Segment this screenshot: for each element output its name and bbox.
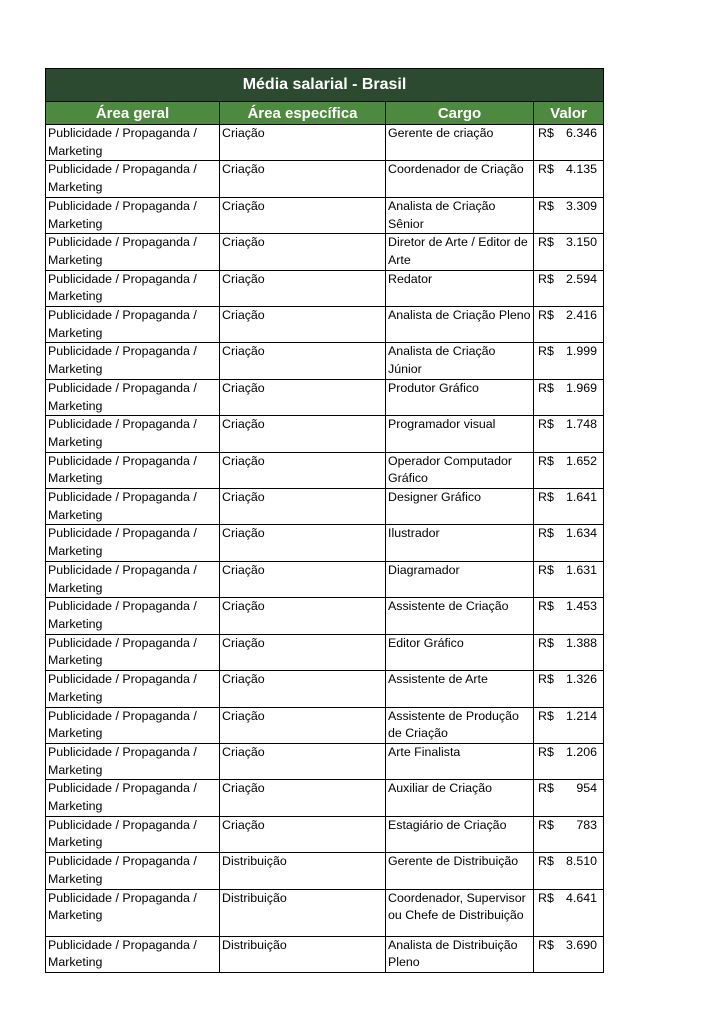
cell-valor — [534, 525, 604, 561]
cell-valor — [534, 634, 604, 670]
table-row — [46, 671, 604, 707]
cell-area-geral: Publicidade / Propaganda / Marketing — [46, 889, 220, 936]
cell-area-especifica: Criação — [220, 234, 386, 270]
cell-valor — [534, 816, 604, 852]
cell-area-geral: Publicidade / Propaganda / Marketing — [46, 343, 220, 379]
table-row — [46, 270, 604, 306]
cell-valor — [534, 343, 604, 379]
currency-symbol: R$ — [538, 417, 554, 432]
cell-cargo: Analista de Criação Júnior — [386, 343, 534, 379]
currency-symbol: R$ — [538, 235, 554, 250]
salary-value: 1.969 — [566, 380, 598, 395]
cell-area-geral: Publicidade / Propaganda / Marketing — [46, 743, 220, 779]
salary-value: 4.641 — [566, 890, 598, 905]
cell-area-especifica: Criação — [220, 307, 386, 343]
table-row — [46, 234, 604, 270]
cell-cargo: Ilustrador — [386, 525, 534, 561]
cell-area-geral: Publicidade / Propaganda / Marketing — [46, 197, 220, 233]
cell-area-especifica: Criação — [220, 161, 386, 197]
table-row — [46, 161, 604, 197]
header-area-geral: Área geral — [46, 102, 220, 125]
salary-table — [45, 68, 604, 973]
table-row — [46, 743, 604, 779]
cell-cargo: Designer Gráfico — [386, 489, 534, 525]
cell-area-geral: Publicidade / Propaganda / Marketing — [46, 634, 220, 670]
salary-value: 1.634 — [566, 526, 598, 541]
cell-cargo: Estagiário de Criação — [386, 816, 534, 852]
cell-valor — [534, 889, 604, 936]
currency-symbol: R$ — [538, 380, 554, 395]
currency-symbol: R$ — [538, 817, 554, 832]
currency-symbol: R$ — [538, 937, 554, 952]
salary-value: 1.652 — [566, 453, 598, 468]
cell-area-especifica: Criação — [220, 561, 386, 597]
cell-area-especifica: Criação — [220, 671, 386, 707]
salary-value: 1.453 — [566, 599, 598, 614]
cell-cargo: Gerente de Distribuição — [386, 853, 534, 889]
cell-area-geral: Publicidade / Propaganda / Marketing — [46, 270, 220, 306]
cell-area-geral: Publicidade / Propaganda / Marketing — [46, 125, 220, 161]
currency-symbol: R$ — [538, 599, 554, 614]
currency-symbol: R$ — [538, 162, 554, 177]
cell-valor — [534, 853, 604, 889]
cell-valor — [534, 671, 604, 707]
salary-value: 1.388 — [566, 635, 598, 650]
salary-value: 2.416 — [566, 308, 598, 323]
table-row — [46, 598, 604, 634]
salary-value: 3.150 — [566, 235, 598, 250]
table-row — [46, 780, 604, 816]
cell-area-geral: Publicidade / Propaganda / Marketing — [46, 452, 220, 488]
cell-valor — [534, 307, 604, 343]
salary-value: 1.326 — [566, 672, 598, 687]
cell-cargo: Operador Computador Gráfico — [386, 452, 534, 488]
table-row — [46, 125, 604, 161]
header-valor: Valor — [534, 102, 604, 125]
currency-symbol: R$ — [538, 198, 554, 213]
cell-valor — [534, 936, 604, 972]
cell-cargo: Programador visual — [386, 416, 534, 452]
cell-area-especifica: Distribuição — [220, 853, 386, 889]
cell-area-especifica: Criação — [220, 379, 386, 415]
salary-value: 954 — [576, 781, 598, 796]
cell-area-especifica: Criação — [220, 452, 386, 488]
cell-valor — [534, 598, 604, 634]
currency-symbol: R$ — [538, 635, 554, 650]
table-row — [46, 343, 604, 379]
cell-cargo: Coordenador de Criação — [386, 161, 534, 197]
currency-symbol: R$ — [538, 490, 554, 505]
cell-valor — [534, 780, 604, 816]
cell-cargo: Assistente de Produção de Criação — [386, 707, 534, 743]
cell-area-especifica: Criação — [220, 270, 386, 306]
currency-symbol: R$ — [538, 126, 554, 140]
table-body — [46, 125, 604, 973]
cell-area-geral: Publicidade / Propaganda / Marketing — [46, 379, 220, 415]
cell-area-geral: Publicidade / Propaganda / Marketing — [46, 936, 220, 972]
cell-cargo: Assistente de Arte — [386, 671, 534, 707]
salary-value: 783 — [576, 817, 598, 832]
salary-value: 3.690 — [566, 937, 598, 952]
table-row — [46, 634, 604, 670]
currency-symbol: R$ — [538, 708, 554, 723]
cell-cargo: Analista de Distribuição Pleno — [386, 936, 534, 972]
table-row — [46, 889, 604, 936]
cell-area-especifica: Criação — [220, 743, 386, 779]
salary-value: 3.309 — [566, 198, 598, 213]
table-row — [46, 853, 604, 889]
salary-value: 1.748 — [566, 417, 598, 432]
cell-valor — [534, 416, 604, 452]
salary-value: 1.999 — [566, 344, 598, 359]
currency-symbol: R$ — [538, 890, 554, 905]
cell-area-especifica: Criação — [220, 197, 386, 233]
cell-area-geral: Publicidade / Propaganda / Marketing — [46, 234, 220, 270]
cell-cargo: Analista de Criação Sênior — [386, 197, 534, 233]
cell-valor — [534, 270, 604, 306]
table-row — [46, 197, 604, 233]
cell-valor — [534, 379, 604, 415]
currency-symbol: R$ — [538, 562, 554, 577]
cell-valor — [534, 234, 604, 270]
cell-cargo: Auxiliar de Criação — [386, 780, 534, 816]
cell-area-geral: Publicidade / Propaganda / Marketing — [46, 161, 220, 197]
cell-area-geral: Publicidade / Propaganda / Marketing — [46, 816, 220, 852]
cell-area-geral: Publicidade / Propaganda / Marketing — [46, 671, 220, 707]
currency-symbol: R$ — [538, 308, 554, 323]
table-row — [46, 561, 604, 597]
cell-cargo: Diagramador — [386, 561, 534, 597]
table-row — [46, 707, 604, 743]
cell-area-especifica: Criação — [220, 634, 386, 670]
cell-valor — [534, 197, 604, 233]
cell-area-geral: Publicidade / Propaganda / Marketing — [46, 489, 220, 525]
cell-valor — [534, 561, 604, 597]
salary-value: 8.510 — [566, 854, 598, 869]
table-row — [46, 489, 604, 525]
table-title: Média salarial - Brasil — [46, 69, 604, 102]
salary-value: 2.594 — [566, 271, 598, 286]
cell-area-especifica: Criação — [220, 816, 386, 852]
currency-symbol: R$ — [538, 271, 554, 286]
salary-value: 1.641 — [566, 490, 598, 505]
currency-symbol: R$ — [538, 526, 554, 541]
cell-cargo: Gerente de criação — [386, 125, 534, 161]
cell-cargo: Arte Finalista — [386, 743, 534, 779]
salary-value: 6.346 — [566, 126, 598, 140]
currency-symbol: R$ — [538, 344, 554, 359]
table-row — [46, 816, 604, 852]
cell-cargo: Produtor Gráfico — [386, 379, 534, 415]
currency-symbol: R$ — [538, 854, 554, 869]
currency-symbol: R$ — [538, 744, 554, 759]
cell-cargo: Coordenador, Supervisor ou Chefe de Distribuição — [386, 889, 534, 936]
salary-value: 1.631 — [566, 562, 598, 577]
cell-valor — [534, 161, 604, 197]
cell-valor — [534, 707, 604, 743]
currency-symbol: R$ — [538, 672, 554, 687]
table-row — [46, 525, 604, 561]
cell-area-especifica: Criação — [220, 489, 386, 525]
cell-valor — [534, 125, 604, 161]
cell-area-especifica: Criação — [220, 416, 386, 452]
cell-cargo: Assistente de Criação — [386, 598, 534, 634]
cell-area-especifica: Criação — [220, 598, 386, 634]
table-row — [46, 936, 604, 972]
cell-valor — [534, 452, 604, 488]
cell-valor — [534, 489, 604, 525]
cell-area-geral: Publicidade / Propaganda / Marketing — [46, 780, 220, 816]
table-row — [46, 307, 604, 343]
table-row — [46, 416, 604, 452]
cell-area-geral: Publicidade / Propaganda / Marketing — [46, 598, 220, 634]
currency-symbol: R$ — [538, 453, 554, 468]
cell-area-especifica: Distribuição — [220, 889, 386, 936]
cell-area-geral: Publicidade / Propaganda / Marketing — [46, 416, 220, 452]
cell-cargo: Analista de Criação Pleno — [386, 307, 534, 343]
cell-area-especifica: Distribuição — [220, 936, 386, 972]
cell-cargo: Redator — [386, 270, 534, 306]
table-row — [46, 379, 604, 415]
salary-value: 1.206 — [566, 744, 598, 759]
cell-area-especifica: Criação — [220, 780, 386, 816]
cell-area-geral: Publicidade / Propaganda / Marketing — [46, 853, 220, 889]
salary-value: 4.135 — [566, 162, 598, 177]
cell-area-geral: Publicidade / Propaganda / Marketing — [46, 525, 220, 561]
cell-cargo: Editor Gráfico — [386, 634, 534, 670]
cell-area-geral: Publicidade / Propaganda / Marketing — [46, 561, 220, 597]
cell-area-geral: Publicidade / Propaganda / Marketing — [46, 307, 220, 343]
currency-symbol: R$ — [538, 781, 554, 796]
cell-valor — [534, 743, 604, 779]
cell-area-especifica: Criação — [220, 707, 386, 743]
salary-value: 1.214 — [566, 708, 598, 723]
cell-area-especifica: Criação — [220, 343, 386, 379]
table-row — [46, 452, 604, 488]
cell-cargo: Diretor de Arte / Editor de Arte — [386, 234, 534, 270]
header-area-especifica: Área específica — [220, 102, 386, 125]
cell-area-especifica: Criação — [220, 125, 386, 161]
cell-area-geral: Publicidade / Propaganda / Marketing — [46, 707, 220, 743]
header-cargo: Cargo — [386, 102, 534, 125]
cell-area-especifica: Criação — [220, 525, 386, 561]
